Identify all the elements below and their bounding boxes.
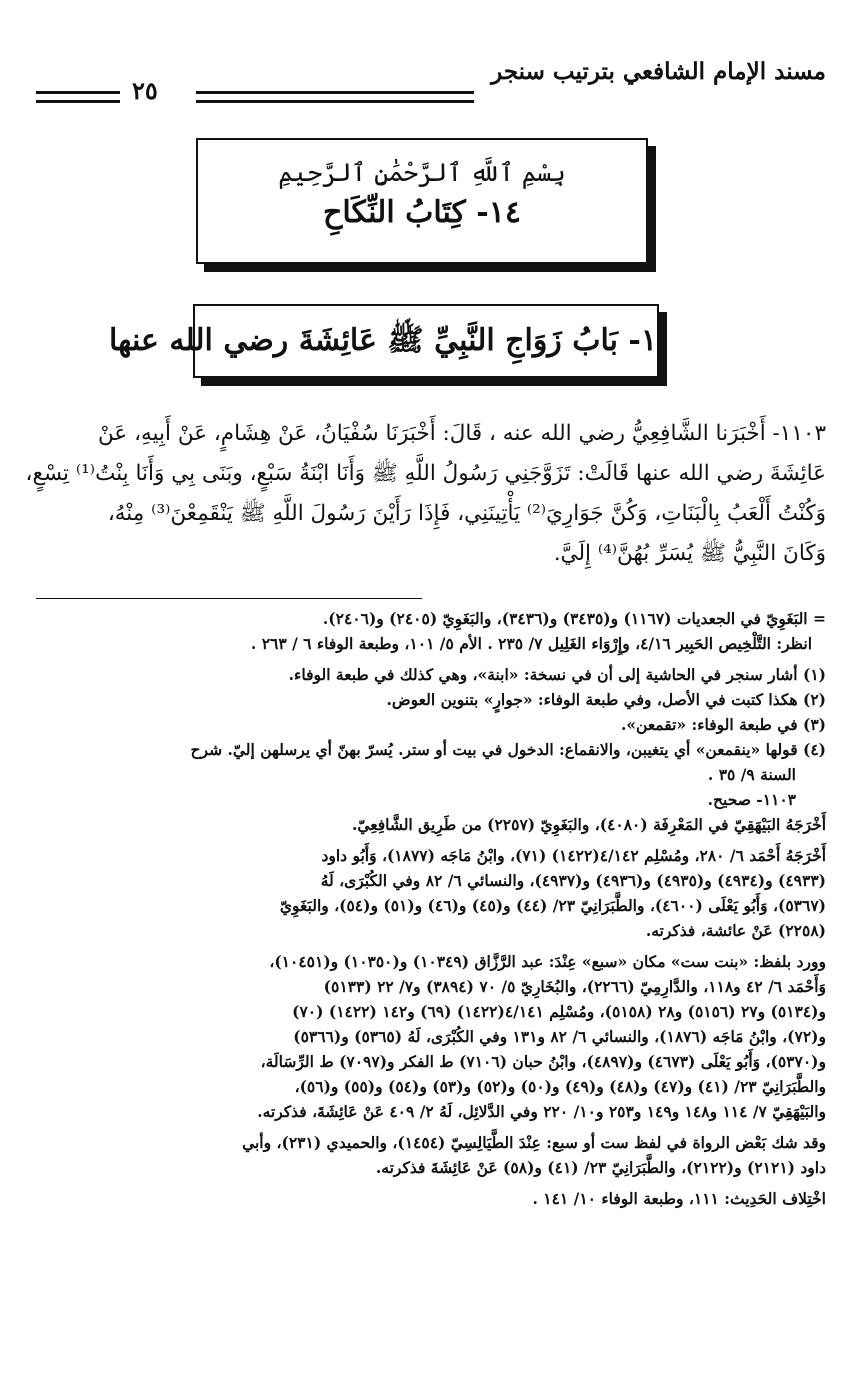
takhrij-paragraph: و(٥١٣٤) و٢٧ (٥١٥٦) و٢٨ (٥١٥٨)، ومُسْلِم ٤/١٤١(١٤٢٢) (٦٩) و١٤٢ (١٤٢٢) (٧٠) <box>292 1002 826 1021</box>
footnote-continuation: السنة ٩/ ٣٥ . <box>707 765 796 784</box>
sahih-heading: ١١٠٣- صحيح. <box>707 790 796 809</box>
header-rule <box>196 91 474 94</box>
running-header <box>36 58 826 108</box>
book-title: مسند الإمام الشافعي بترتيب سنجر <box>491 58 826 85</box>
takhrij-paragraph: والبَيْهَقِيّ ٧/ ١١٤ و١٤٨ و١٤٩ و٢٥٣ و١٠/ ٢٢٠ وفي الدَّلائِل، لَهُ ٢/ ٤٠٩ عَنْ عَائِشَةَ، فذكرته. <box>257 1102 826 1121</box>
takhrij-paragraph: و(٥٣٧٠)، وَأَبُو يَعْلَى (٤٦٧٣) و(٤٨٩٧)، وابْنُ حبان (٧١٠٦) ط الفكر و(٧٠٩٧) ط الرِّسَالَة، <box>260 1052 826 1071</box>
footnote: (٤) قولها «ينقمعن» أي يتغيبن، والانقماع: الدخول في بيت أو ستر. يُسرّ بهنّ أي يرسلهن إليّ. شرح <box>190 740 826 759</box>
takhrij-paragraph: (٥٣٦٧)، وَأَبُو يَعْلَى (٤٦٠٠)، والطَّبَرَانِيّ ٢٣/ (٤٤) و(٤٥) و(٤٦) و(٥١) و(٥٤)، والبَغَوِيّ <box>279 896 826 915</box>
footnote-separator <box>36 598 422 599</box>
bab-title-box <box>109 304 659 378</box>
header-rule <box>36 100 120 103</box>
takhrij-paragraph: والطَّبَرَانِيّ ٢٣/ (٤١) و(٤٧) و(٤٨) و(٤٩) و(٥٠) و(٥٢) و(٥٣) و(٥٤) و(٥٥) و(٥٦)، <box>294 1077 826 1096</box>
footnotes-section <box>32 606 826 1211</box>
takhrij-paragraph: (٤٩٣٣) و(٤٩٣٤) و(٤٩٣٥) و(٤٩٣٦) و(٤٩٣٧)، والنسائي ٦/ ٨٢ وفي الكُبْرَى، لَهُ <box>320 871 826 890</box>
page-number: ٢٥ <box>132 76 158 105</box>
takhrij-paragraph: أَخْرَجَهُ البَيْهَقِيّ في المَعْرِفَة (٤٠٨٠)، والبَغَوِيّ (٢٢٥٧) من طَرِيق الشَّافِعِيّ. <box>351 815 826 834</box>
kitab-title-box <box>196 138 648 264</box>
hadith-line: ١١٠٣- أَخْبَرَنا الشَّافِعِيُّ رضي الله عنه ، قَالَ: أَخْبَرَنَا سُفْيَانُ، عَنْ هِشَامٍ، عَنْ أَبِيهِ، عَنْ <box>98 421 826 446</box>
takhrij-line: = البَغَوِيّ في الجعديات (١١٦٧) و(٣٤٣٥) و(٣٤٣٦)، والبَغَوِيّ (٢٤٠٥) و(٢٤٠٦). <box>322 609 826 628</box>
takhrij-paragraph: (٢٢٥٨) عَنْ عائشة، فذكرته. <box>645 921 826 940</box>
takhrij-paragraph: وَأَحْمَد ٦/ ٤٢ و١١٨، والدَّارِمِيّ (٢٢٦٦)، والبُخَارِيّ ٥/ ٧٠ (٣٨٩٤) و٧/ ٢٢ (٥١٣٣) <box>323 977 826 996</box>
hadith-line: عَائِشَةَ رضي الله عنها قَالَتْ: تَزَوَّجَنِي رَسُولُ اللَّهِ ﷺ وَأَنَا ابْنَةُ سَبْعٍ، وبَنَى بِي وَأَنَا بِنْتُ⁽¹⁾ تِسْعٍ، <box>25 461 826 486</box>
takhrij-paragraph: وورد بلفظ: «بنت ست» مكان «سبع» عِنْدَ: عبد الرَّزَّاق (١٠٣٤٩) و(١٠٣٥٠) و(١٠٤٥١)، <box>269 952 826 971</box>
footnote: (٣) في طبعة الوفاء: «تقمعن». <box>620 715 826 734</box>
takhrij-paragraph: داود (٢١٢١) و(٢١٢٢)، والطَّبَرَانِيّ ٢٣/ (٤١) و(٥٨) عَنْ عَائِشَةَ فذكرته. <box>375 1158 826 1177</box>
takhrij-paragraph: وقد شك بَعْض الرواة في لفظ ست أو سبع: عِنْدَ الطَّيَالِسِيّ (١٤٥٤)، والحميدي (٢٣١)، وأبي <box>242 1133 826 1152</box>
hadith-text <box>25 414 826 574</box>
header-rule <box>36 91 120 94</box>
kitab-title: ١٤- كِتَابُ النِّكَاحِ <box>323 195 521 230</box>
basmala: بِسْمِ ٱللَّهِ ٱلرَّحْمَٰنِ ٱلرَّحِيمِ <box>278 158 566 187</box>
bab-title: ١- بَابُ زَوَاجِ النَّبِيِّ ﷺ عَائِشَةَ رضي الله عنها <box>109 323 657 358</box>
takhrij-paragraph: أَخْرَجَهُ أَحْمَد ٦/ ٢٨٠، ومُسْلِم ٤/١٤٢(١٤٢٢) (٧١)، وابْنُ مَاجَه (١٨٧٧)، وَأَبُو داود <box>321 846 826 865</box>
header-rule <box>196 100 474 103</box>
footnote: (١) أشار سنجر في الحاشية إلى أن في نسخة: «ابنة»، وهي كذلك في طبعة الوفاء. <box>288 665 826 684</box>
takhrij-paragraph: و(٧٢)، وابْنُ مَاجَه (١٨٧٦)، والنسائي ٦/ ٨٢ و١٣١ وفي الكُبْرَى، لَهُ (٥٣٦٥) و(٥٣٦٦) <box>293 1027 826 1046</box>
takhrij-line: انظر: التَّلْخِيص الحَبِير ٤/١٦، وإِرْوَاء الغَلِيل ٧/ ٢٣٥ . الأم ٥/ ١٠١، وطبعة الوفاء ٦ / ٢٦٣ . <box>250 634 812 653</box>
hadith-line: وَكُنْتُ أَلْعَبُ بِالْبَنَاتِ، وَكُنَّ جَوَارِيَ⁽²⁾ يَأْتِينَنِي، فَإِذَا رَأَيْنَ رَسُولَ اللَّهِ ﷺ يَنْقَمِعْنَ⁽³⁾ مِنْهُ، <box>107 501 826 526</box>
hadith-line: وَكَانَ النَّبِيُّ ﷺ يُسَرِّ بُهُنَّ⁽⁴⁾ إِلَيَّ. <box>553 541 826 566</box>
footnote: (٢) هكذا كتبت في الأصل، وفي طبعة الوفاء: «جوارٍ» بتنوين العوض. <box>386 690 826 709</box>
takhrij-paragraph: اخْتِلاف الحَدِيث: ١١١، وطبعة الوفاء ١٠/ ١٤١ . <box>532 1189 826 1208</box>
